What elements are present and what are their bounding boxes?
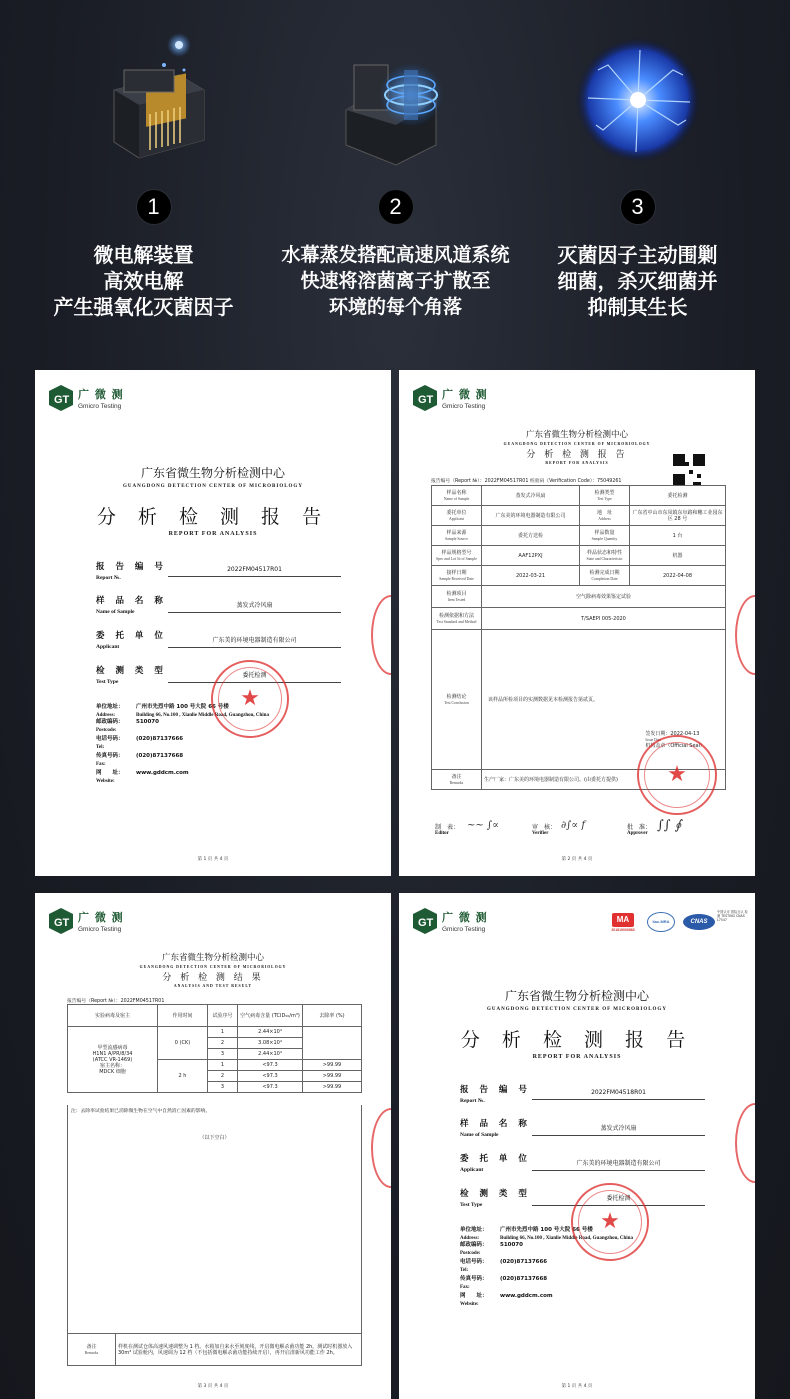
page-number: 第 3 页 共 4 页 bbox=[197, 1384, 229, 1389]
field-sample-name: 样 品 名 称 Name of Sample 蒸发式冷风扇 bbox=[460, 1117, 705, 1138]
approver-signature: ∫∫ ∮ bbox=[657, 818, 682, 833]
report-cover-page-4 bbox=[399, 893, 755, 1399]
gmicro-logo: GT 广 微 测 Gmicro Testing bbox=[412, 907, 488, 935]
gmicro-logo-icon bbox=[412, 907, 438, 935]
report-result-page-3 bbox=[35, 893, 391, 1399]
field-report-no: 报 告 编 号 Report №. 2022FM04518R01 bbox=[460, 1083, 705, 1104]
feature-text-1: 微电解装置 高效电解 产生强氧化灭菌因子 bbox=[53, 243, 234, 319]
gmicro-logo-icon bbox=[412, 384, 438, 412]
gmicro-logo: GT 广 微 测 Gmicro Testing bbox=[412, 384, 488, 412]
gmicro-logo: GT 广 微 测 Gmicro Testing bbox=[48, 907, 124, 935]
gmicro-logo: GT 广 微 测 Gmicro Testing bbox=[48, 384, 124, 412]
org-title: 广东省微生物分析检测中心 GUANGDONG DETECTION CENTER OF MICROBIOLOGY 分 析 检 测 报 告 REPORT FOR ANALYSIS bbox=[503, 430, 651, 465]
remark-table: 备注 Remarks 样机在测试仓体高速风速调整为 1 档。水箱加自来水至刻度线，开启微电解杀菌功能 2h。测试时机器放入 30m³ 试验舱内，风速调为 12 档（不包括微电解杀菌功能持续开启），再开启清新风功能工作 2h。 bbox=[67, 1333, 362, 1366]
edge-stamp bbox=[371, 595, 391, 675]
detail-table: 样品名称 Name of Sample 蒸发式冷风扇 检测类型 Test Type 委托检测 委托单位 Applicant 广东美的环境电器制造有限公司 地 址 Address 广东省中山市东凤镇东阜路和穗工业园东区 28 号 样品来源 Sample Source 委托方送检 样品数量 Sample Quantity 1 台 样品规格型号 Spec and Lot № of Sample AAF12PXJ 样品状态和特性 State and Characteristic 机器 接样日期 Sample Received Date 2022-03-21 检测完成日期 Completion Date 2022-04-08 检测项目 Item Tested 空气除病毒效果鉴定试验 检测依据和方法 Test Standard and Method T/SAEPI 005-2020 检测结论 Test Conclusion 该样品所检项目的实测数据见本检测报告第贰页。 签发日期：2022-04-13 Issue Date 机构盖章（Official Seal） 备注 Remarks 生产厂家：广东美的环境电器制造有限公司。(由委托方提供) bbox=[431, 485, 726, 790]
contact-block: 单位地址： 广州市先烈中路 100 号大院 66 号楼 Address: Building 66, No.100 , Xianlie Middle Road, Guangzhou, China 邮政编码： 510070 Postcode: 电话号码： (020)87137666 Tel: 传真号码： (020)87137668 Fax: 网 址： www.gddcm.com Website: bbox=[96, 704, 269, 784]
ilac-mra-cert-badge: ilac-MRA bbox=[646, 911, 676, 933]
plasma-sphere-icon bbox=[568, 30, 708, 170]
features-section bbox=[0, 0, 790, 360]
org-title: 广东省微生物分析检测中心 GUANGDONG DETECTION CENTER OF MICROBIOLOGY 分 析 检 测 结 果 ANALYSIS AND TEST RESULT bbox=[139, 953, 287, 988]
approver-sign: 批 准： Approver bbox=[627, 824, 652, 836]
report-title: 分 析 检 测 报 告 REPORT FOR ANALYSIS bbox=[460, 1029, 694, 1060]
page-number: 第 1 页 共 4 页 bbox=[561, 1384, 593, 1389]
report-ref-line: 报告编号（Report №）：2022FM04517R01 bbox=[67, 999, 165, 1004]
feature-sterilize bbox=[506, 0, 769, 360]
cnas-cert-badge: CNAS bbox=[682, 911, 716, 933]
gmicro-logo-icon bbox=[48, 384, 74, 412]
feature-number-3: 3 bbox=[621, 190, 655, 224]
page-number: 第 2 页 共 4 页 bbox=[561, 857, 593, 862]
qr-code-icon bbox=[673, 454, 705, 486]
field-report-no: 报 告 编 号 Report №. 2022FM04517R01 bbox=[96, 560, 341, 581]
feature-number-1: 1 bbox=[137, 190, 171, 224]
report-ref-line: 报告编号（Report №）：2022FM04517R01 校验码（Verification Code）：75049261 bbox=[431, 479, 622, 484]
svg-text:GT: GT bbox=[418, 394, 434, 406]
edge-stamp bbox=[735, 595, 755, 675]
report-title: 分 析 检 测 报 告 REPORT FOR ANALYSIS bbox=[96, 506, 330, 537]
official-stamp: ★ bbox=[637, 735, 717, 815]
report-cover-page-1 bbox=[35, 370, 391, 876]
field-applicant: 委 托 单 位 Applicant 广东美的环境电器制造有限公司 bbox=[460, 1152, 705, 1173]
edge-stamp bbox=[371, 1108, 391, 1188]
official-stamp: ★ bbox=[211, 660, 289, 738]
water-curtain-fan-icon bbox=[326, 30, 466, 170]
feature-text-2: 水幕蒸发搭配高速风道系统 快速将溶菌离子扩散至 环境的每个角落 bbox=[281, 244, 510, 318]
svg-text:GT: GT bbox=[54, 394, 70, 406]
field-sample-name: 样 品 名 称 Name of Sample 蒸发式冷风扇 bbox=[96, 594, 341, 615]
feature-text-3: 灭菌因子主动围剿 细菌，杀灭细菌并 抑制其生长 bbox=[557, 243, 718, 319]
field-applicant: 委 托 单 位 Applicant 广东美的环境电器制造有限公司 bbox=[96, 629, 341, 650]
edge-stamp bbox=[735, 1103, 755, 1183]
result-table: 实验病毒及宿主 作用时间 试验序号 空气病毒含量 (TCID₅₀/m³) 去除率 (%) 甲型流感病毒 H1N1 A/PR/8/34 (ATCC VR-1469) 宿主名称： MDCK 细胞 0 (CK) 1 2.44×10⁴ 2 3.08×10⁴ 3 2.44×10⁴ 2 h 1 <97.3 >99.99 2 <97.3 >99.99 3 <97.3 >99.99 bbox=[67, 1004, 362, 1093]
official-stamp: ★ bbox=[571, 1183, 649, 1261]
gmicro-logo-icon bbox=[48, 907, 74, 935]
feature-electrolysis bbox=[22, 0, 285, 360]
report-detail-page-2 bbox=[399, 370, 755, 876]
electrolysis-device-icon bbox=[84, 30, 224, 170]
verifier-signature: ∂∫∝ f bbox=[561, 820, 586, 831]
svg-text:GT: GT bbox=[54, 917, 70, 929]
feature-water-curtain bbox=[264, 0, 527, 360]
feature-number-2: 2 bbox=[379, 190, 413, 224]
svg-text:GT: GT bbox=[418, 917, 434, 929]
org-title: 广东省微生物分析检测中心 GUANGDONG DETECTION CENTER OF MICROBIOLOGY bbox=[123, 466, 303, 489]
editor-signature: ~~ ∫∝ bbox=[467, 820, 499, 831]
field-test-type: 检 测 类 型 Test Type 委托检测 bbox=[460, 1187, 705, 1208]
contact-block: 单位地址： 广州市先烈中路 100 号大院 66 号楼 Address: Building 66, No.100 , Xianlie Middle Road, Guangzhou, China 邮政编码： 510070 Postcode: 电话号码： (020)87137666 Tel: 传真号码： (020)87137668 Fax: 网 址： www.gddcm.com Website: bbox=[460, 1227, 633, 1307]
org-title: 广东省微生物分析检测中心 GUANGDONG DETECTION CENTER OF MICROBIOLOGY bbox=[487, 989, 667, 1012]
editor-sign: 制 表： Editor bbox=[435, 824, 460, 836]
field-test-type: 检 测 类 型 Test Type 委托检测 bbox=[96, 664, 341, 685]
cnas-cert-text: 中国认可 国际互认 检测 TESTING CNAS L7547 bbox=[717, 910, 748, 922]
cma-cert-badge: MA 201819000883 bbox=[611, 914, 635, 932]
page-number: 第 1 页 共 4 页 bbox=[197, 857, 229, 862]
verifier-sign: 审 核： Verifier bbox=[532, 824, 557, 836]
result-notes-area: 注：去除率试验结果已消除微生物在空气中自然消亡因素的影响。 （以下空白） bbox=[67, 1105, 362, 1333]
